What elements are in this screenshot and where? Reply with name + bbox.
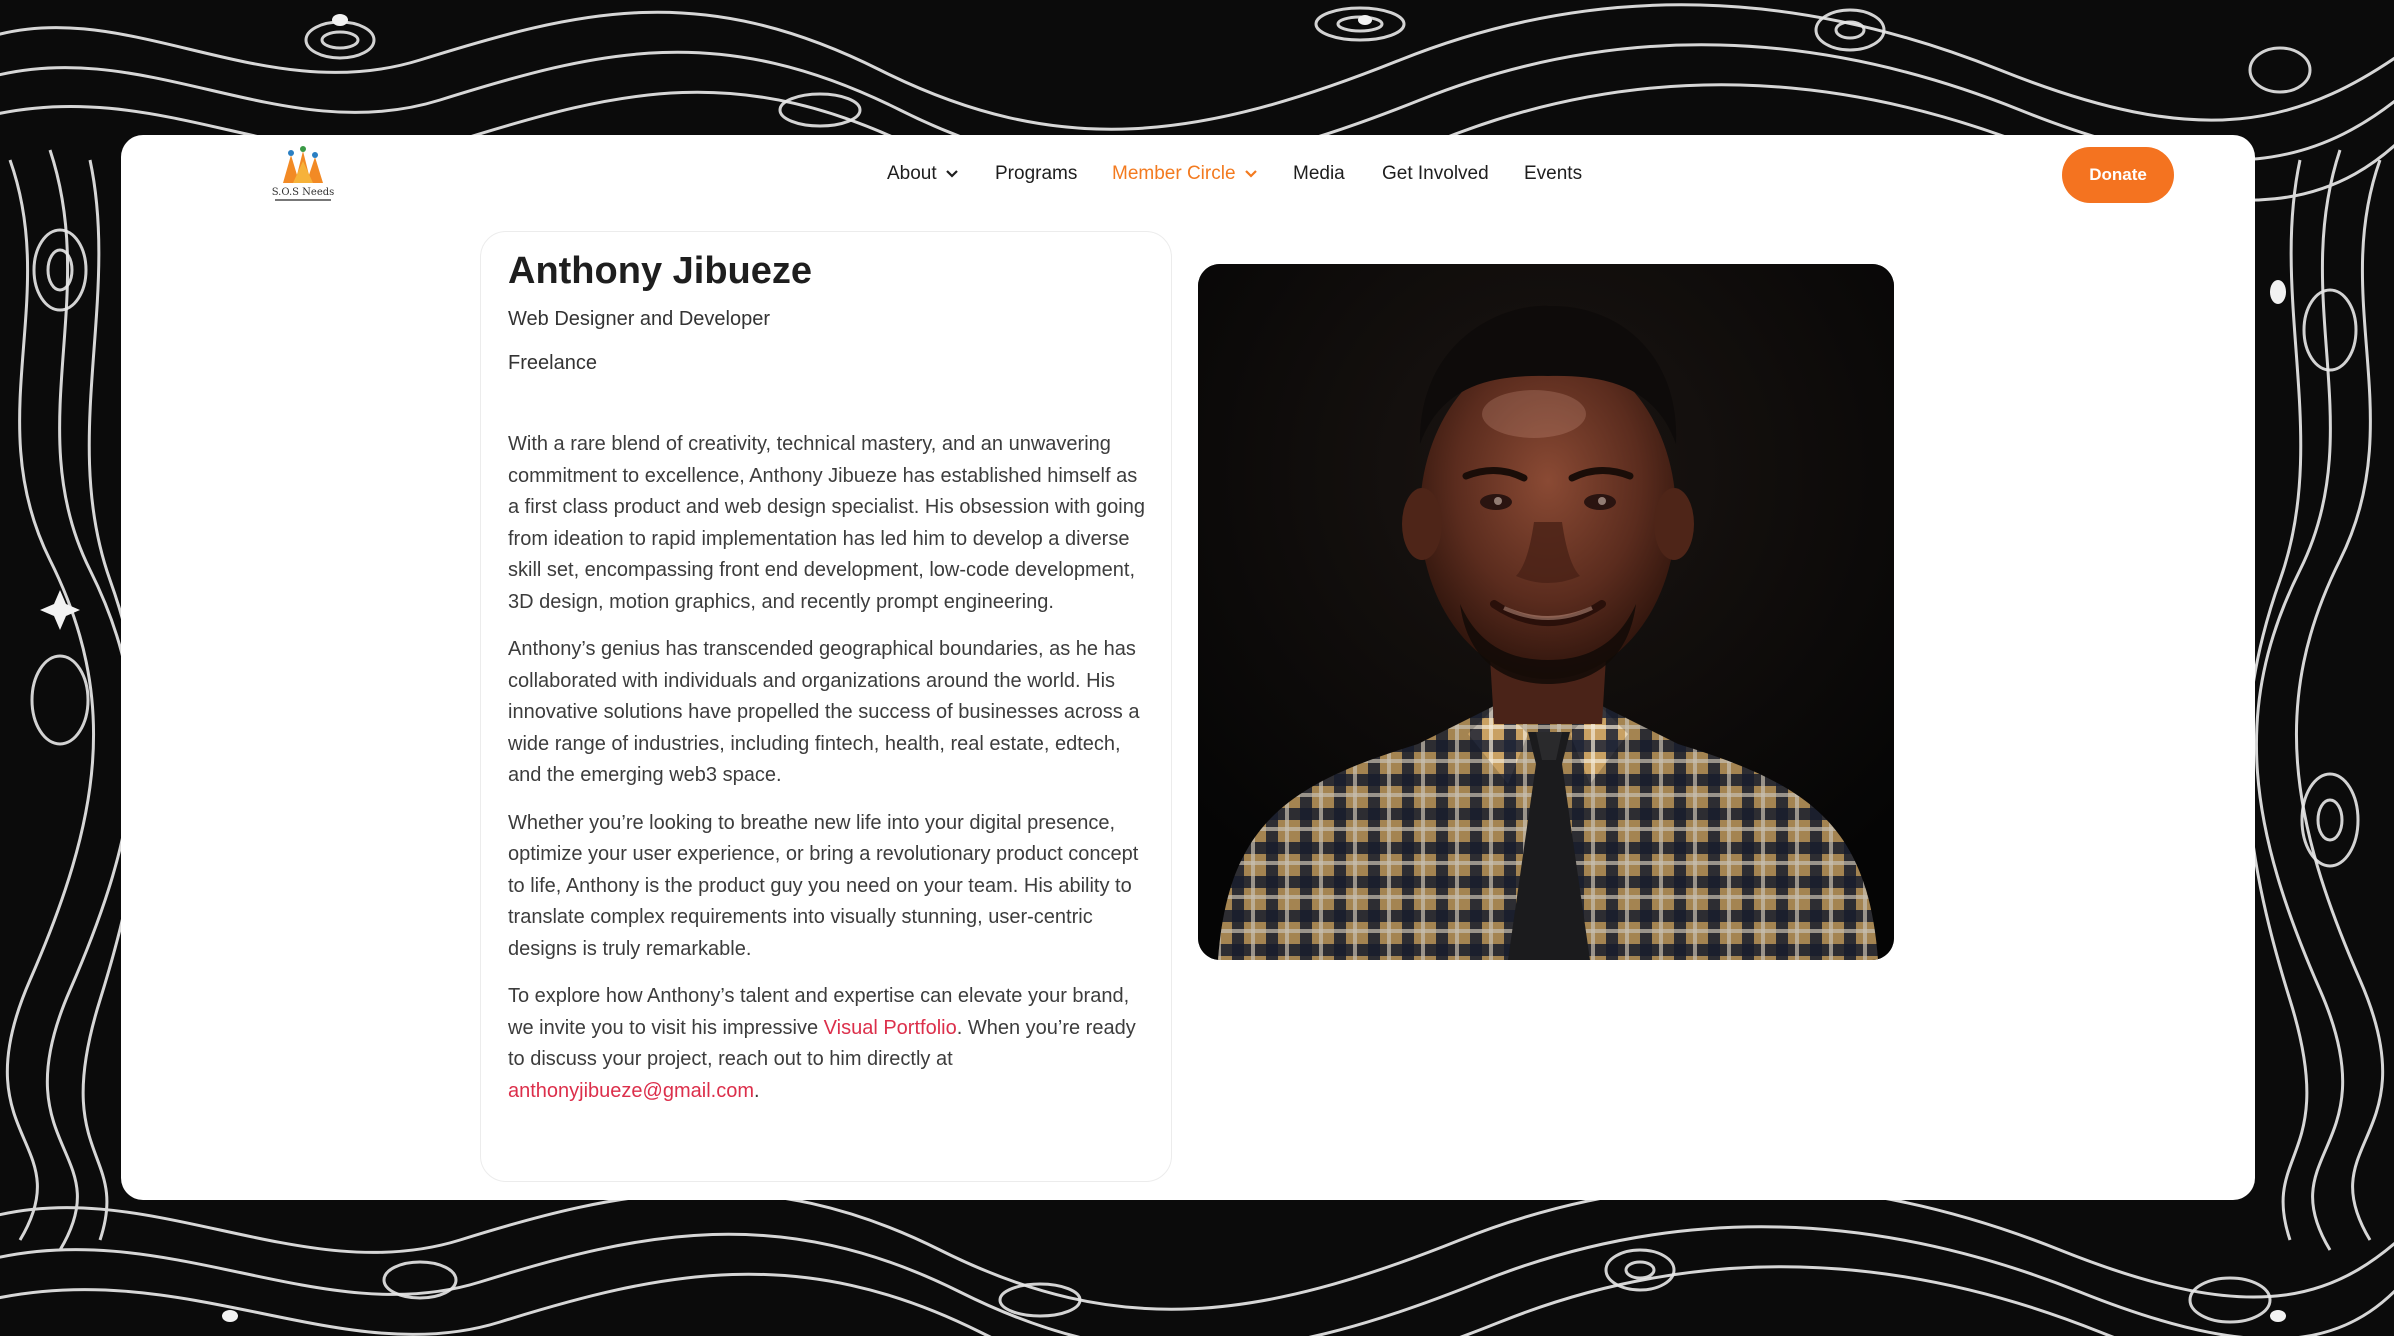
- chevron-down-icon: [946, 170, 958, 178]
- page-card: [121, 135, 2255, 1200]
- nav-label: Events: [1524, 163, 1583, 184]
- portrait-illustration: [1198, 264, 1894, 960]
- nav-label: Member Circle: [1112, 163, 1236, 184]
- nav-label: Programs: [995, 163, 1078, 184]
- bio-text-fragment: . When you’re ready to discuss your project, reach out to him directly at: [508, 1016, 1136, 1070]
- bio-paragraph-contact: [508, 981, 1150, 1107]
- profile-bio-panel: [480, 231, 1172, 1182]
- bio-paragraph: With a rare blend of creativity, technical mastery, and an unwavering commitment to excellence, Anthony Jibueze has established himself as a first class product and web design specialist. His obsession with going from ideation to rapid implementation has led him to develop a diverse skill set, encompassing front end development, low-code development, 3D design, motion graphics, and recently prompt engineering.: [508, 433, 1145, 613]
- profile-bio: [508, 429, 1150, 1107]
- donate-button[interactable]: Donate: [2062, 147, 2174, 203]
- profile-company: Freelance: [508, 352, 597, 374]
- bio-text-fragment: .: [754, 1079, 760, 1102]
- nav-label: About: [887, 163, 937, 184]
- nav-item-member-circle[interactable]: [1112, 163, 1257, 185]
- nav-item-media[interactable]: [1293, 163, 1345, 185]
- profile-photo: [1198, 264, 1894, 960]
- nav-item-programs[interactable]: [995, 163, 1077, 185]
- chevron-down-icon: [1245, 170, 1257, 178]
- bio-paragraph: Anthony’s genius has transcended geographical boundaries, as he has collaborated with individuals and organizations around the world. His innovative solutions have propelled the success of businesses across a wide range of industries, including fintech, health, real estate, edtech, and the emerging web3 space.: [508, 638, 1140, 786]
- profile-name: Anthony Jibueze: [508, 250, 813, 292]
- bio-text-fragment: To explore how Anthony’s talent and expertise can elevate your brand, we invite you to visit his impressive: [508, 985, 1130, 1039]
- nav-item-get-involved[interactable]: [1382, 163, 1489, 185]
- visual-portfolio-link[interactable]: Visual Portfolio: [823, 1016, 957, 1039]
- nav-item-events[interactable]: [1524, 163, 1582, 185]
- logo-text: S.O.S Needs: [271, 187, 335, 198]
- main-nav: [121, 135, 2255, 215]
- nav-label: Get Involved: [1382, 163, 1489, 184]
- nav-label: Media: [1293, 163, 1345, 184]
- nav-item-about[interactable]: [887, 163, 958, 185]
- email-link[interactable]: anthonyjibueze@gmail.com: [508, 1079, 754, 1102]
- bio-paragraph: Whether you’re looking to breathe new life into your digital presence, optimize your user experience, or bring a revolutionary product concept to life, Anthony is the product guy you need on your team. His ability to translate complex requirements into visually stunning, user-centric designs is truly remarkable.: [508, 811, 1139, 960]
- profile-role: Web Designer and Developer: [508, 308, 771, 330]
